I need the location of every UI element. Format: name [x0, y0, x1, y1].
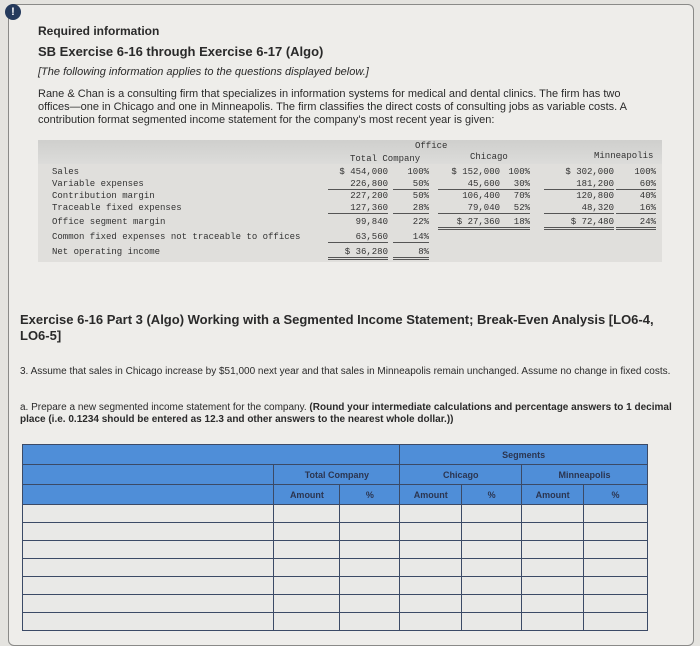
empty-cell — [400, 613, 462, 631]
given-cell-c: $ 152,000 — [451, 167, 500, 177]
percent-input[interactable] — [340, 523, 399, 540]
answer-cell — [522, 541, 584, 559]
given-cell-tp: 100% — [407, 167, 429, 177]
given-cell-tp: 50% — [412, 191, 429, 201]
exercise-title: SB Exercise 6-16 through Exercise 6-17 (Algo) — [38, 44, 324, 59]
given-cell-tp: 28% — [393, 203, 429, 214]
row-label-input[interactable] — [23, 595, 273, 612]
answer-cell — [462, 541, 522, 559]
chicago-header: Chicago — [400, 465, 522, 485]
answer-cell — [23, 577, 274, 595]
given-cell-mp: 16% — [616, 203, 656, 214]
given-cell-m: $ 72,480 — [544, 217, 614, 230]
given-cell-t: 127,360 — [328, 203, 388, 214]
part-a-text: a. Prepare a new segmented income statement for the company. — [20, 402, 307, 413]
answer-cell — [462, 523, 522, 541]
answer-cell — [23, 559, 274, 577]
percent-input[interactable] — [462, 559, 521, 576]
empty-cell — [522, 613, 584, 631]
given-cell-tp: 50% — [393, 179, 429, 190]
given-row-label: Office segment margin — [52, 217, 166, 227]
given-cell-t: 63,560 — [328, 232, 388, 243]
problem-paragraph: Rane & Chan is a consulting firm that specializes in information systems for medical and dental clinics. The firm has two offices—one in Chicago and one in Minneapolis. The firm classifies the direct costs of consulting jobs as variable costs. A contribution format segmented income statement for the company's most recent year is given: — [38, 88, 627, 126]
given-cell-t: 226,800 — [328, 179, 388, 190]
pct-header: % — [462, 485, 522, 505]
given-cell-c: 106,400 — [462, 191, 500, 201]
given-cell-t: 99,840 — [355, 217, 388, 227]
given-cell-m: $ 302,000 — [565, 167, 614, 177]
answer-cell — [274, 577, 340, 595]
amount-input[interactable] — [522, 523, 583, 540]
given-row-label: Sales — [52, 167, 80, 177]
part-a — [20, 402, 680, 426]
answer-cell — [400, 541, 462, 559]
row-label-input[interactable] — [23, 577, 273, 594]
answer-cell — [584, 559, 648, 577]
amount-input[interactable] — [274, 595, 339, 612]
answer-cell — [522, 505, 584, 523]
chicago-header: Chicago — [470, 152, 508, 162]
amount-input[interactable] — [274, 577, 339, 594]
given-cell-tp: 22% — [412, 217, 429, 227]
empty-cell — [584, 613, 648, 631]
given-cell-m: 48,320 — [544, 203, 614, 214]
answer-row — [23, 541, 648, 559]
answer-row — [23, 523, 648, 541]
given-cell-cp: 52% — [500, 203, 530, 214]
given-cell-tp: 8% — [393, 247, 429, 260]
answer-cell — [274, 505, 340, 523]
given-row-label: Net operating income — [52, 247, 161, 257]
given-cell-c: 79,040 — [438, 203, 500, 214]
percent-input[interactable] — [340, 613, 399, 630]
percent-input[interactable] — [340, 559, 399, 576]
given-cell-t: 227,200 — [350, 191, 388, 201]
answer-cell — [340, 541, 400, 559]
given-cell-mp: 40% — [639, 191, 656, 201]
pct-header: % — [584, 485, 648, 505]
given-cell-m: 120,800 — [576, 191, 614, 201]
minneapolis-header: Minneapolis — [522, 465, 648, 485]
answer-row — [23, 577, 648, 595]
amount-input[interactable] — [400, 505, 461, 522]
empty-cell — [462, 595, 522, 613]
answer-cell — [274, 595, 340, 613]
row-label-input[interactable] — [23, 559, 273, 576]
amount-header: Amount — [522, 485, 584, 505]
answer-cell — [400, 505, 462, 523]
answer-cell — [400, 523, 462, 541]
percent-input[interactable] — [340, 595, 399, 612]
section-title: Exercise 6-16 Part 3 (Algo) Working with a Segmented Income Statement; Break-Even Analysis [LO6-4, LO6-5] — [20, 312, 654, 343]
amount-input[interactable] — [274, 505, 339, 522]
percent-input[interactable] — [340, 577, 399, 594]
answer-cell — [274, 613, 340, 631]
answer-table — [22, 444, 648, 631]
given-row-label: Variable expenses — [52, 179, 144, 189]
amount-header: Amount — [274, 485, 340, 505]
amount-input[interactable] — [274, 559, 339, 576]
given-cell-mp: 24% — [616, 217, 656, 230]
answer-cell — [340, 613, 400, 631]
answer-cell — [400, 559, 462, 577]
percent-input[interactable] — [584, 505, 647, 522]
given-cell-tp: 14% — [393, 232, 429, 243]
segments-header: Segments — [400, 445, 648, 465]
percent-input[interactable] — [462, 541, 521, 558]
amount-input[interactable] — [522, 541, 583, 558]
answer-cell — [462, 505, 522, 523]
answer-cell — [23, 613, 274, 631]
amount-header: Amount — [400, 485, 462, 505]
empty-cell — [522, 595, 584, 613]
given-cell-mp: 100% — [634, 167, 656, 177]
given-row-label: Common fixed expenses not traceable to offices — [52, 232, 301, 242]
amount-input[interactable] — [274, 523, 339, 540]
percent-input[interactable] — [584, 523, 647, 540]
given-cell-mp: 60% — [616, 179, 656, 190]
answer-cell — [522, 523, 584, 541]
intro-text: [The following information applies to the questions displayed below.] — [38, 66, 369, 78]
given-cell-c: $ 27,360 — [438, 217, 500, 230]
percent-input[interactable] — [340, 505, 399, 522]
answer-cell — [522, 559, 584, 577]
empty-cell — [400, 577, 462, 595]
required-info-label: Required information — [38, 24, 160, 38]
given-income-statement — [38, 140, 662, 262]
answer-cell — [274, 541, 340, 559]
answer-cell — [462, 559, 522, 577]
given-row-label: Contribution margin — [52, 191, 155, 201]
total-company-header: Total Company — [350, 154, 421, 164]
empty-cell — [584, 595, 648, 613]
amount-input[interactable] — [522, 559, 583, 576]
empty-cell — [400, 595, 462, 613]
given-cell-cp: 30% — [500, 179, 530, 190]
office-header: Office — [415, 141, 448, 151]
empty-cell — [522, 577, 584, 595]
given-cell-t: $ 454,000 — [339, 167, 388, 177]
percent-input[interactable] — [584, 559, 647, 576]
percent-input[interactable] — [584, 541, 647, 558]
alert-icon: ! — [5, 4, 21, 20]
answer-cell — [23, 505, 274, 523]
answer-cell — [340, 505, 400, 523]
amount-input[interactable] — [400, 559, 461, 576]
answer-cell — [584, 505, 648, 523]
part-a-instructions: (Round your intermediate calculations and percentage answers to 1 decimal place (i.e. 0.1234 should be entered as 12.3 and other answers to the nearest whole dollar.)) — [20, 402, 672, 425]
answer-cell — [340, 523, 400, 541]
percent-input[interactable] — [462, 523, 521, 540]
empty-cell — [584, 577, 648, 595]
amount-input[interactable] — [274, 541, 339, 558]
answer-cell — [274, 523, 340, 541]
answer-cell — [23, 541, 274, 559]
answer-cell — [23, 523, 274, 541]
empty-cell — [462, 613, 522, 631]
empty-cell — [462, 577, 522, 595]
answer-row — [23, 559, 648, 577]
given-cell-cp: 70% — [513, 191, 530, 201]
answer-cell — [340, 577, 400, 595]
given-row-label: Traceable fixed expenses — [52, 203, 182, 213]
given-cell-cp: 18% — [500, 217, 530, 230]
pct-header: % — [340, 485, 400, 505]
answer-cell — [584, 541, 648, 559]
given-cell-cp: 100% — [508, 167, 530, 177]
percent-input[interactable] — [462, 505, 521, 522]
answer-row — [23, 613, 648, 631]
question-3: 3. Assume that sales in Chicago increase by $51,000 next year and that sales in Minneapolis remain unchanged. Assume no change in fixed costs. — [20, 366, 671, 377]
row-label-input[interactable] — [23, 505, 273, 522]
answer-row — [23, 505, 648, 523]
row-label-input[interactable] — [23, 523, 273, 540]
answer-cell — [584, 523, 648, 541]
total-company-header: Total Company — [274, 465, 400, 485]
given-cell-m: 181,200 — [544, 179, 614, 190]
row-label-input[interactable] — [23, 541, 273, 558]
answer-cell — [274, 559, 340, 577]
answer-cell — [340, 559, 400, 577]
given-cell-t: $ 36,280 — [328, 247, 388, 260]
answer-cell — [23, 595, 274, 613]
answer-row — [23, 595, 648, 613]
amount-input[interactable] — [400, 523, 461, 540]
given-cell-c: 45,600 — [438, 179, 500, 190]
amount-input[interactable] — [522, 505, 583, 522]
percent-input[interactable] — [340, 541, 399, 558]
answer-cell — [340, 595, 400, 613]
amount-input[interactable] — [400, 541, 461, 558]
row-label-input[interactable] — [23, 613, 273, 630]
minneapolis-header: Minneapolis — [594, 151, 654, 161]
amount-input[interactable] — [274, 613, 339, 630]
